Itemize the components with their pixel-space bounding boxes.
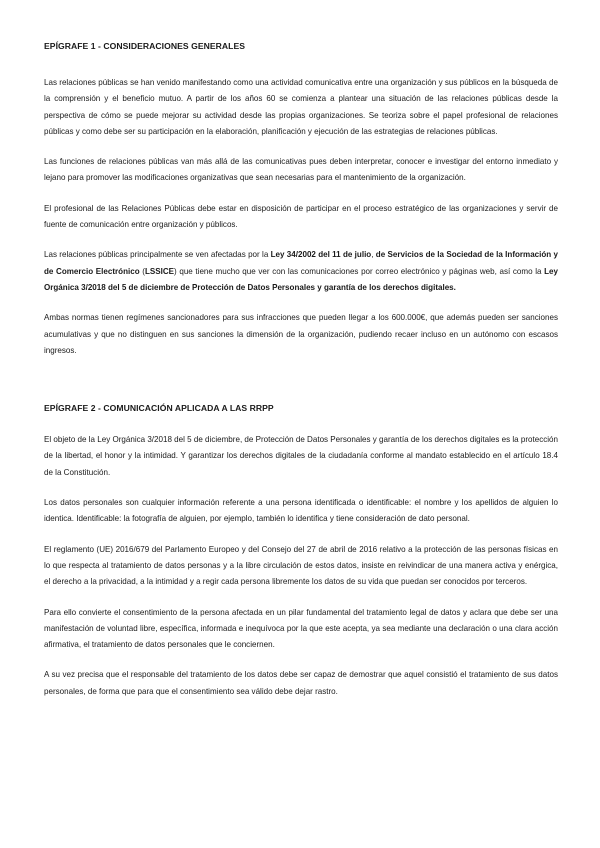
paragraph (44, 667, 558, 700)
section-heading: EPÍGRAFE 1 - CONSIDERACIONES GENERALES (44, 41, 246, 51)
bold-text-run: Ley Orgánica 3/2018 del 5 de diciembre de Protección de Datos Personales y garantía de los derechos digitales. (44, 266, 558, 292)
text-run: El profesional de las Relaciones Públicas debe estar en disposición de participar en el proceso estratégico de las organizaciones y servir de fuente de comunicación entre organización y públicos. (44, 203, 558, 230)
text-run: , (371, 250, 376, 260)
paragraph (44, 247, 558, 296)
text-run: El reglamento (UE) 2016/679 del Parlamento Europeo y del Consejo del 27 de abril de 2016 relativo a la protección de las personas físicas en lo que respecta al tratamiento de datos personas y a la libre circulación de estos datos, insiste en reivindicar de una manera activa y enérgica, el derecho a la privacidad, a la intimidad y a regir cada persona libremente los datos de su vida que puedan ser conocidos por terceros. (44, 544, 558, 587)
text-run: Para ello convierte el consentimiento de la persona afectada en un pilar fundamental del tratamiento legal de datos y aclara que debe ser una manifestación de voluntad libre, específica, informada e inequívoca por la que este acepta, ya sea mediante una declaración o una clara acción afirmativa, el tratamiento de datos personales que le conciernen. (44, 607, 558, 650)
text-run: A su vez precisa que el responsable del tratamiento de los datos debe ser capaz de demostrar que aquel consistió el tratamiento de sus datos personales, de forma que para que el consentimiento sea válido debe dejar rastro. (44, 670, 558, 696)
section-epigrafe-2 (44, 402, 558, 700)
bold-text-run: de Servicios de la Sociedad de la Información y de Comercio Electrónico (44, 250, 559, 276)
paragraph (44, 605, 558, 654)
text-run: ) que tiene mucho que ver con las comunicaciones por correo electrónico y páginas web, así como la (174, 266, 545, 276)
text-run: Las relaciones públicas se han venido manifestando como una actividad comunicativa entre una organización y sus públicos en la búsqueda de la comprensión y el beneficio mutuo. A partir de los años 60 se comienza a plantear una situación de las relaciones públicas desde la perspectiva de cómo se puede mejorar su actividad desde las propias organizaciones. Se teoriza sobre el papel profesional de relaciones públicas y como debe ser su participación en la elaboración, planificación y ejecución de las estrategias de relaciones públicas. (44, 78, 558, 136)
paragraph (44, 201, 558, 234)
section-epigrafe-1 (44, 40, 558, 359)
paragraph (44, 154, 558, 187)
paragraph (44, 495, 558, 528)
bold-text-run: Ley 34/2002 del 11 de julio (270, 250, 372, 260)
bold-text-run: LSSICE (144, 266, 175, 276)
paragraph (44, 432, 558, 481)
text-run: Las relaciones públicas principalmente se ven afectadas por la (44, 250, 271, 260)
paragraph (44, 75, 558, 140)
text-run: Las funciones de relaciones públicas van más allá de las comunicativas pues deben interpretar, conocer e investigar del entorno inmediato y lejano para promover las modificaciones organizativas que sean necesarias para el mantenimiento de la organización. (44, 157, 558, 183)
text-run: Ambas normas tienen regímenes sancionadores para sus infracciones que pueden llegar a los 600.000€, que además pueden ser sanciones acumulativas y que no distinguen en sus sanciones la dimensión de la organización, pudiendo recaer incluso en un autónomo con escasos ingresos. (44, 313, 558, 355)
text-run: El objeto de la Ley Orgánica 3/2018 del 5 de diciembre, de Protección de Datos Personales y garantía de los derechos digitales es la protección de la libertad, el honor y la intimidad. Y garantizar los derechos digitales de la ciudadanía conforme al mandato establecido en el artículo 18.4 de la Constitución. (44, 435, 558, 477)
text-run: Los datos personales son cualquier información referente a una persona identificada o identificable: el nombre y los apellidos de alguien lo identica. Identificable: la fotografía de alguien, por ejemplo, también lo identifica y tiene consideración de dato personal. (44, 498, 558, 524)
paragraph (44, 310, 558, 359)
section-heading: EPÍGRAFE 2 - COMUNICACIÓN APLICADA A LAS RRPP (44, 403, 274, 414)
paragraph (44, 542, 558, 591)
text-run: ( (139, 266, 145, 276)
